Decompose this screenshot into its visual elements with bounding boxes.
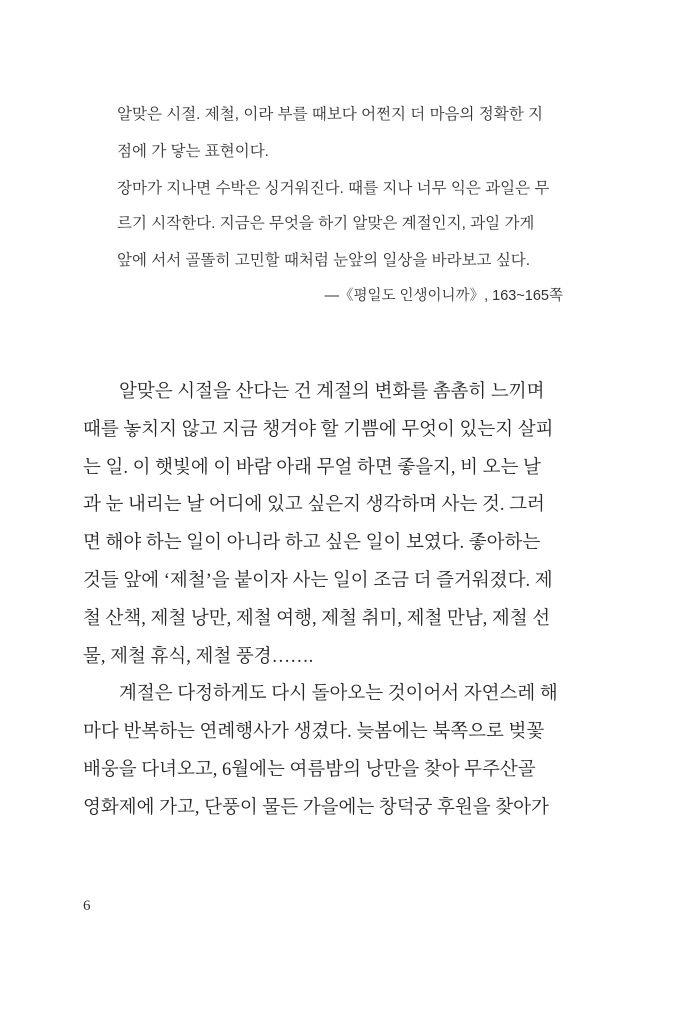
paragraph-line: 알맞은 시절을 산다는 건 계절의 변화를 촘촘히 느끼며 (119, 382, 545, 402)
paragraph-line: 면 해야 하는 일이 아니라 하고 싶은 일이 보였다. 좋아하는 (83, 533, 541, 554)
quote-line: 점에 가 닿는 표현이다. (117, 143, 269, 160)
quote-line: 알맞은 시절. 제철, 이라 부를 때보다 어쩐지 더 마음의 정확한 지 (117, 106, 544, 123)
paragraph-line: 는 일. 이 햇빛에 이 바람 아래 무얼 하면 좋을지, 비 오는 날 (83, 457, 541, 478)
paragraph-line: 계절은 다정하게도 다시 돌아오는 것이어서 자연스레 해 (119, 684, 558, 705)
body-text (83, 374, 563, 828)
paragraph-line: 마다 반복하는 연례행사가 생겼다. 늦봄에는 북쪽으로 벚꽃 (83, 722, 545, 743)
epigraph-quote (117, 100, 563, 311)
paragraph-line: 배웅을 다녀오고, 6월에는 여름밤의 낭만을 찾아 무주산골 (83, 759, 536, 780)
paragraph-line: 영화제에 가고, 단풍이 물든 가을에는 창덕궁 후원을 찾아가 (83, 797, 549, 818)
quote-line: 르기 시작한다. 지금은 무엇을 하기 알맞은 계절인지, 과일 가게 (117, 215, 535, 232)
paragraph-line: 과 눈 내리는 날 어디에 있고 싶은지 생각하며 사는 것. 그러 (83, 495, 545, 516)
quote-line: 장마가 지나면 수박은 싱거워진다. 때를 지나 너무 익은 과일은 무 (117, 180, 550, 197)
paragraph-line: 철 산책, 제철 낭만, 제철 여행, 제철 취미, 제철 만남, 제철 선 (83, 608, 551, 629)
quote-citation: —《평일도 인생이니까》, 163~165쪽 (324, 288, 563, 304)
paragraph-line: 때를 놓치지 않고 지금 챙겨야 할 기쁨에 무엇이 있는지 살피 (83, 419, 554, 440)
paragraph-line: 물, 제철 휴식, 제철 풍경……. (83, 646, 314, 667)
paragraph-line: 것들 앞에 ‘제철’을 붙이자 사는 일이 조금 더 즐거워졌다. 제 (83, 570, 553, 591)
quote-line: 앞에 서서 골똘히 고민할 때처럼 눈앞의 일상을 바라보고 싶다. (117, 252, 531, 269)
page-number: 6 (83, 898, 91, 914)
